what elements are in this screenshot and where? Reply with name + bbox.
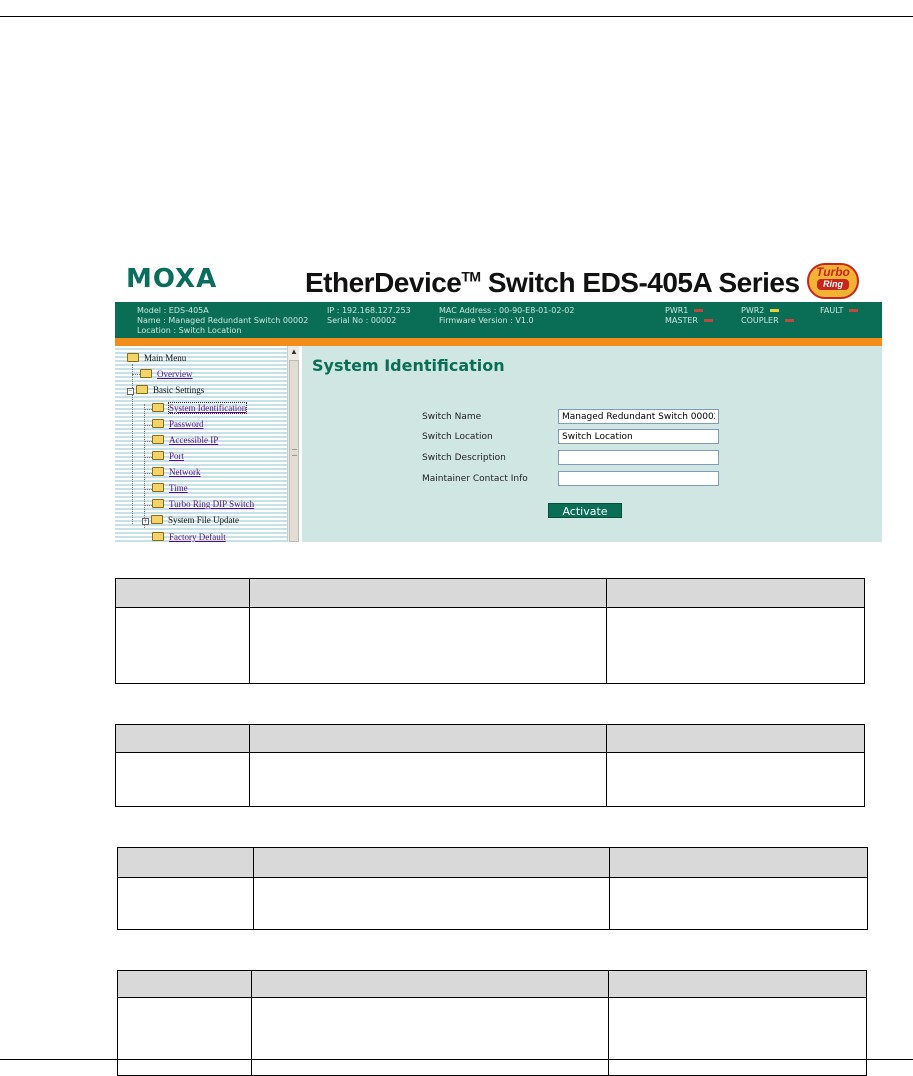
settings-table-switch-description [117, 847, 868, 930]
master-led: MASTER [665, 316, 713, 325]
table-header-row [118, 971, 867, 998]
led-icon [849, 309, 858, 312]
turbo-ring-badge: Turbo Ring [807, 263, 859, 299]
name-info: Name : Managed Redundant Switch 00002 [137, 316, 309, 325]
location-info: Location : Switch Location [137, 326, 242, 335]
firmware-info: Firmware Version : V1.0 [439, 316, 534, 325]
table-cell [607, 579, 865, 608]
sidebar-item-system-identification[interactable]: System Identification [152, 403, 246, 413]
table-cell [116, 725, 250, 753]
folder-icon [140, 369, 152, 378]
settings-table-maintainer-contact [117, 970, 867, 1076]
fault-led: FAULT [820, 306, 858, 315]
led-icon [694, 309, 703, 312]
table-cell [607, 725, 865, 753]
led-icon [704, 319, 713, 322]
tree-line [144, 457, 152, 458]
folder-icon [152, 403, 164, 412]
table-cell [116, 579, 250, 608]
collapse-icon[interactable]: − [128, 387, 133, 395]
tree-line [144, 409, 152, 410]
pwr1-led: PWR1 [665, 306, 703, 315]
orange-divider [115, 338, 882, 346]
sidebar-item-turbo-ring-dip-switch[interactable]: Turbo Ring DIP Switch [152, 499, 254, 509]
table-cell [118, 848, 254, 878]
table-row [116, 753, 865, 807]
folder-icon [152, 532, 164, 541]
coupler-led: COUPLER [741, 316, 794, 325]
folder-open-icon [127, 353, 139, 362]
table-row [118, 878, 868, 930]
scroll-up-icon[interactable]: ▲ [290, 347, 298, 356]
sidebar-scrollbar[interactable] [287, 346, 299, 542]
device-info-bar [115, 302, 882, 338]
sidebar-item-password[interactable]: Password [152, 419, 204, 429]
table-cell [116, 753, 250, 807]
folder-icon [152, 451, 164, 460]
product-title: EtherDevice™ Switch EDS-405A Series [305, 267, 800, 298]
tree-line [144, 505, 152, 506]
sidebar-item-basic-settings[interactable]: − Basic Settings [128, 385, 205, 395]
mac-info: MAC Address : 00-90-E8-01-02-02 [439, 306, 575, 315]
moxa-logo: MOXA [126, 264, 218, 294]
page-title: System Identification [312, 356, 505, 375]
table-header-row [118, 848, 868, 878]
table-cell [250, 608, 607, 684]
table-cell [252, 998, 609, 1076]
switch-location-input[interactable] [558, 429, 719, 444]
web-console-screenshot [115, 260, 882, 542]
table-cell [607, 753, 865, 807]
folder-icon [152, 419, 164, 428]
switch-description-input[interactable] [558, 450, 719, 465]
sidebar-menu [115, 346, 299, 542]
model-info: Model : EDS-405A [137, 306, 209, 315]
sidebar-item-network[interactable]: Network [152, 467, 201, 477]
table-cell [607, 608, 865, 684]
tree-line [132, 374, 140, 375]
table-cell [252, 971, 609, 998]
sidebar-item-main-menu[interactable]: Main Menu [127, 353, 186, 363]
switch-name-label: Switch Name [422, 412, 482, 422]
folder-icon [152, 467, 164, 476]
switch-description-label: Switch Description [422, 453, 506, 463]
table-cell [118, 998, 252, 1076]
led-icon [785, 319, 794, 322]
table-cell [610, 878, 868, 930]
sidebar-item-accessible-ip[interactable]: Accessible IP [152, 435, 218, 445]
led-icon [770, 309, 779, 312]
table-cell [254, 878, 610, 930]
table-cell [118, 971, 252, 998]
folder-icon [151, 515, 163, 524]
folder-icon [152, 499, 164, 508]
table-header-row [116, 725, 865, 753]
expand-icon[interactable]: + [143, 517, 148, 525]
table-cell [250, 725, 607, 753]
sidebar-item-system-file-update[interactable]: + System File Update [143, 515, 239, 525]
pwr2-led: PWR2 [741, 306, 779, 315]
table-cell [250, 579, 607, 608]
folder-open-icon [136, 385, 148, 394]
tree-line [144, 489, 152, 490]
table-cell [610, 848, 868, 878]
table-cell [609, 971, 867, 998]
maintainer-contact-input[interactable] [558, 471, 719, 486]
tree-line [144, 473, 152, 474]
maintainer-contact-label: Maintainer Contact Info [422, 474, 528, 484]
table-header-row [116, 579, 865, 608]
header-banner [115, 260, 882, 302]
table-row [118, 998, 867, 1076]
table-cell [250, 753, 607, 807]
table-cell [609, 998, 867, 1076]
sidebar-item-port[interactable]: Port [152, 451, 184, 461]
table-cell [116, 608, 250, 684]
sidebar-item-time[interactable]: Time [152, 483, 188, 493]
settings-table-switch-name [115, 578, 865, 684]
switch-location-label: Switch Location [422, 432, 493, 442]
folder-icon [152, 435, 164, 444]
table-cell [254, 848, 610, 878]
tree-line [144, 404, 145, 528]
sidebar-item-factory-default[interactable]: Factory Default [152, 532, 226, 542]
serial-info: Serial No : 00002 [327, 316, 397, 325]
ip-info: IP : 192.168.127.253 [327, 306, 411, 315]
page-bottom-rule [0, 1059, 913, 1060]
grip-icon [292, 449, 297, 456]
scroll-thumb[interactable] [289, 360, 299, 542]
tree-line [144, 441, 152, 442]
table-row [116, 608, 865, 684]
page-top-rule [0, 16, 913, 17]
switch-name-input[interactable] [558, 409, 719, 424]
activate-button[interactable]: Activate [548, 503, 622, 518]
settings-table-switch-location [115, 724, 865, 807]
folder-icon [152, 483, 164, 492]
main-content [302, 346, 882, 542]
sidebar-item-overview[interactable]: Overview [140, 369, 193, 379]
tree-line [144, 425, 152, 426]
table-cell [118, 878, 254, 930]
